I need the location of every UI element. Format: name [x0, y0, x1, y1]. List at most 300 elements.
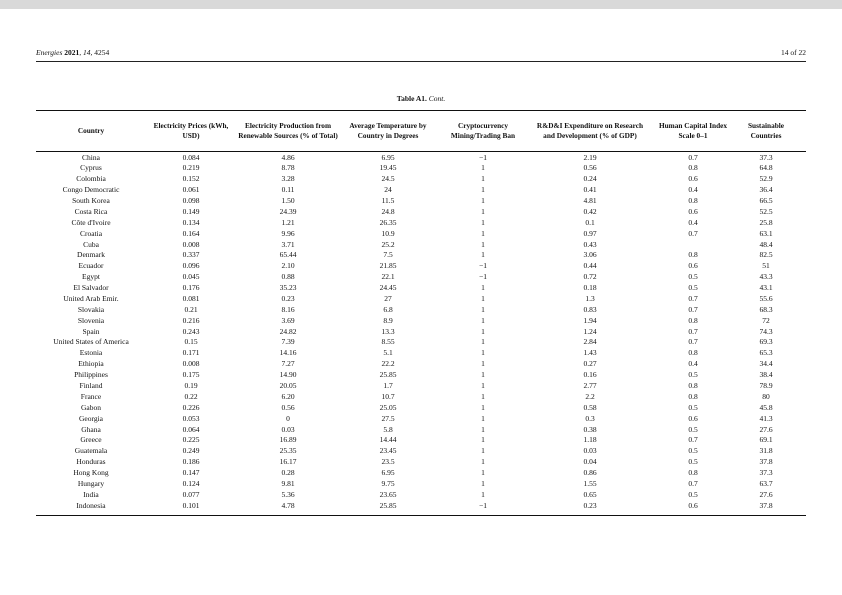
- cell-country: Guatemala: [74, 446, 108, 456]
- cell-average-temperature: 25.85: [379, 500, 397, 510]
- table-row: [36, 370, 806, 381]
- cell-renewable-production: 7.39: [281, 337, 295, 347]
- cell-country: Greece: [80, 435, 102, 445]
- cell-country: Ghana: [81, 424, 101, 434]
- cell-country: Cyprus: [80, 163, 102, 173]
- cell-human-capital-index: 0.6: [688, 174, 698, 184]
- cell-average-temperature: 22.1: [381, 272, 395, 282]
- cell-electricity-prices: 0.124: [182, 478, 200, 488]
- cell-rd-expenditure: 0.44: [583, 261, 597, 271]
- cell-country: United States of America: [53, 337, 129, 347]
- table-row: [36, 283, 806, 294]
- cell-rd-expenditure: 0.86: [583, 468, 597, 478]
- cell-average-temperature: 6.8: [383, 304, 393, 314]
- cell-rd-expenditure: 0.3: [585, 413, 595, 423]
- cell-electricity-prices: 0.134: [182, 217, 200, 227]
- cell-average-temperature: 24.5: [381, 174, 395, 184]
- cell-human-capital-index: 0.5: [688, 272, 698, 282]
- cell-renewable-production: 9.96: [281, 228, 295, 238]
- cell-electricity-prices: 0.249: [182, 446, 200, 456]
- cell-renewable-production: 20.05: [279, 380, 297, 390]
- cell-average-temperature: 22.2: [381, 359, 395, 369]
- journal-name: Energies: [36, 48, 63, 57]
- cell-electricity-prices: 0.164: [182, 228, 200, 238]
- cell-average-temperature: 14.44: [379, 435, 397, 445]
- cell-crypto-ban: −1: [479, 261, 487, 271]
- cell-electricity-prices: 0.19: [184, 380, 198, 390]
- table-row: [36, 174, 806, 185]
- cell-sustainable-countries: 74.3: [759, 326, 773, 336]
- cell-human-capital-index: 0.6: [688, 500, 698, 510]
- table-row: [36, 261, 806, 272]
- table-row: [36, 163, 806, 174]
- viewer-top-bar: [0, 0, 842, 9]
- cell-human-capital-index: 0.4: [688, 217, 698, 227]
- cell-renewable-production: 6.20: [281, 391, 295, 401]
- cell-renewable-production: 24.82: [279, 326, 297, 336]
- cell-human-capital-index: 0.8: [688, 196, 698, 206]
- cell-crypto-ban: 1: [481, 348, 485, 358]
- cell-electricity-prices: 0.186: [182, 457, 200, 467]
- cell-renewable-production: 0.03: [281, 424, 295, 434]
- col-header-country: Country: [77, 126, 105, 135]
- cell-human-capital-index: 0.4: [688, 359, 698, 369]
- cell-country: Ecuador: [78, 261, 104, 271]
- cell-sustainable-countries: 82.5: [759, 250, 773, 260]
- cell-country: Slovakia: [77, 304, 105, 314]
- cell-rd-expenditure: 0.16: [583, 370, 597, 380]
- cell-country: Honduras: [76, 457, 106, 467]
- cell-country: Cuba: [83, 239, 99, 249]
- cell-crypto-ban: −1: [479, 500, 487, 510]
- cell-rd-expenditure: 0.04: [583, 457, 597, 467]
- cell-human-capital-index: 0.8: [688, 250, 698, 260]
- cell-human-capital-index: 0.5: [688, 424, 698, 434]
- cell-rd-expenditure: 0.03: [583, 446, 597, 456]
- cell-rd-expenditure: 0.65: [583, 489, 597, 499]
- cell-electricity-prices: 0.064: [182, 424, 200, 434]
- col-header-sustainable-countries: Sustainable Countries: [747, 121, 785, 140]
- cell-country: Hungary: [77, 478, 105, 488]
- cell-renewable-production: 1.50: [281, 196, 295, 206]
- table-row: [36, 392, 806, 403]
- cell-electricity-prices: 0.101: [182, 500, 200, 510]
- cell-country: France: [80, 391, 102, 401]
- table-row: [36, 435, 806, 446]
- cell-average-temperature: 27: [384, 293, 392, 303]
- cell-renewable-production: 8.78: [281, 163, 295, 173]
- cell-crypto-ban: 1: [481, 402, 485, 412]
- cell-crypto-ban: 1: [481, 250, 485, 260]
- cell-sustainable-countries: 36.4: [759, 185, 773, 195]
- cell-crypto-ban: 1: [481, 283, 485, 293]
- cell-rd-expenditure: 1.18: [583, 435, 597, 445]
- cell-human-capital-index: 0.8: [688, 348, 698, 358]
- cell-renewable-production: 14.16: [279, 348, 297, 358]
- cell-rd-expenditure: 0.43: [583, 239, 597, 249]
- cell-human-capital-index: 0.8: [688, 391, 698, 401]
- cell-renewable-production: 2.10: [281, 261, 295, 271]
- cell-sustainable-countries: 66.5: [759, 196, 773, 206]
- cell-human-capital-index: 0.5: [688, 489, 698, 499]
- cell-electricity-prices: 0.045: [182, 272, 200, 282]
- cell-rd-expenditure: 0.23: [583, 500, 597, 510]
- cell-electricity-prices: 0.243: [182, 326, 200, 336]
- cell-electricity-prices: 0.096: [182, 261, 200, 271]
- cell-average-temperature: 13.3: [381, 326, 395, 336]
- cell-rd-expenditure: 0.58: [583, 402, 597, 412]
- cell-renewable-production: 4.78: [281, 500, 295, 510]
- table-row: [36, 446, 806, 457]
- col-header-electricity-prices: Electricity Prices (kWh, USD): [153, 121, 229, 140]
- table-label: Table A1.: [396, 94, 427, 103]
- cell-average-temperature: 1.7: [383, 380, 393, 390]
- table-bottom-rule: [36, 515, 806, 516]
- cell-country: Egypt: [82, 272, 100, 282]
- cell-electricity-prices: 0.171: [182, 348, 200, 358]
- cell-sustainable-countries: 37.3: [759, 468, 773, 478]
- cell-sustainable-countries: 27.6: [759, 424, 773, 434]
- cell-country: Finland: [79, 380, 103, 390]
- cell-rd-expenditure: 0.56: [583, 163, 597, 173]
- cell-electricity-prices: 0.176: [182, 283, 200, 293]
- cell-sustainable-countries: 48.4: [759, 239, 773, 249]
- cell-rd-expenditure: 1.3: [585, 293, 595, 303]
- cell-country: Slovenia: [77, 315, 105, 325]
- cell-average-temperature: 25.85: [379, 370, 397, 380]
- cell-electricity-prices: 0.152: [182, 174, 200, 184]
- cell-electricity-prices: 0.008: [182, 359, 200, 369]
- cell-renewable-production: 8.16: [281, 304, 295, 314]
- cell-country: Costa Rica: [74, 206, 108, 216]
- cell-average-temperature: 6.95: [381, 152, 395, 162]
- cell-rd-expenditure: 0.1: [585, 217, 595, 227]
- cell-average-temperature: 10.9: [381, 228, 395, 238]
- table-row: [36, 501, 806, 512]
- cell-crypto-ban: 1: [481, 359, 485, 369]
- cell-sustainable-countries: 63.7: [759, 478, 773, 488]
- cell-renewable-production: 0.11: [281, 185, 295, 195]
- cell-rd-expenditure: 0.38: [583, 424, 597, 434]
- table-row: [36, 250, 806, 261]
- cell-human-capital-index: 0.7: [688, 435, 698, 445]
- cell-crypto-ban: 1: [481, 293, 485, 303]
- cell-renewable-production: 1.21: [281, 217, 295, 227]
- cell-human-capital-index: 0.8: [688, 468, 698, 478]
- cell-average-temperature: 6.95: [381, 468, 395, 478]
- cell-country: China: [82, 152, 100, 162]
- table-row: [36, 337, 806, 348]
- table-row: [36, 457, 806, 468]
- cell-sustainable-countries: 37.8: [759, 500, 773, 510]
- cell-sustainable-countries: 51: [762, 261, 770, 271]
- cell-rd-expenditure: 1.55: [583, 478, 597, 488]
- cell-average-temperature: 21.85: [379, 261, 397, 271]
- cell-electricity-prices: 0.225: [182, 435, 200, 445]
- cell-crypto-ban: 1: [481, 446, 485, 456]
- cell-rd-expenditure: 2.84: [583, 337, 597, 347]
- cell-rd-expenditure: 2.2: [585, 391, 595, 401]
- cell-rd-expenditure: 4.81: [583, 196, 597, 206]
- table-row: [36, 348, 806, 359]
- table-row: [36, 196, 806, 207]
- cell-human-capital-index: 0.6: [688, 413, 698, 423]
- table-row: [36, 359, 806, 370]
- cell-renewable-production: 35.23: [279, 283, 297, 293]
- cell-renewable-production: 0.88: [281, 272, 295, 282]
- col-header-crypto-ban: Cryptocurrency Mining/Trading Ban: [450, 121, 516, 140]
- cell-rd-expenditure: 3.06: [583, 250, 597, 260]
- cell-renewable-production: 7.27: [281, 359, 295, 369]
- cell-electricity-prices: 0.22: [184, 391, 198, 401]
- cell-renewable-production: 65.44: [279, 250, 297, 260]
- cell-electricity-prices: 0.053: [182, 413, 200, 423]
- cell-country: Spain: [82, 326, 100, 336]
- cell-sustainable-countries: 43.1: [759, 283, 773, 293]
- cell-human-capital-index: 0.8: [688, 315, 698, 325]
- cell-human-capital-index: 0.8: [688, 163, 698, 173]
- cell-sustainable-countries: 63.1: [759, 228, 773, 238]
- cell-country: Estonia: [79, 348, 103, 358]
- cell-country: Ethiopia: [78, 359, 104, 369]
- table-row: [36, 381, 806, 392]
- cell-human-capital-index: 0.7: [688, 293, 698, 303]
- cell-country: Philippines: [74, 370, 108, 380]
- cell-electricity-prices: 0.098: [182, 196, 200, 206]
- cell-country: South Korea: [72, 196, 110, 206]
- cell-sustainable-countries: 72: [762, 315, 770, 325]
- cell-crypto-ban: 1: [481, 304, 485, 314]
- cell-human-capital-index: 0.5: [688, 402, 698, 412]
- cell-country: Gabon: [81, 402, 101, 412]
- cell-rd-expenditure: 0.42: [583, 206, 597, 216]
- page-number: 14 of 22: [781, 48, 806, 57]
- cell-crypto-ban: 1: [481, 380, 485, 390]
- cell-renewable-production: 5.36: [281, 489, 295, 499]
- table-row: [36, 479, 806, 490]
- cell-crypto-ban: −1: [479, 152, 487, 162]
- cell-crypto-ban: 1: [481, 163, 485, 173]
- cell-crypto-ban: 1: [481, 206, 485, 216]
- cell-sustainable-countries: 41.3: [759, 413, 773, 423]
- cell-sustainable-countries: 34.4: [759, 359, 773, 369]
- cell-electricity-prices: 0.061: [182, 185, 200, 195]
- cell-average-temperature: 19.45: [379, 163, 397, 173]
- cell-sustainable-countries: 78.9: [759, 380, 773, 390]
- cell-crypto-ban: 1: [481, 174, 485, 184]
- cell-rd-expenditure: 2.77: [583, 380, 597, 390]
- cell-country: Indonesia: [76, 500, 106, 510]
- cell-human-capital-index: 0.6: [688, 206, 698, 216]
- cell-sustainable-countries: 69.3: [759, 337, 773, 347]
- cell-average-temperature: 5.1: [383, 348, 393, 358]
- cell-crypto-ban: −1: [479, 272, 487, 282]
- cell-average-temperature: 9.75: [381, 478, 395, 488]
- cell-renewable-production: 0.23: [281, 293, 295, 303]
- cell-average-temperature: 24.8: [381, 206, 395, 216]
- cell-sustainable-countries: 52.9: [759, 174, 773, 184]
- cell-electricity-prices: 0.149: [182, 206, 200, 216]
- col-header-human-capital-index: Human Capital Index Scale 0–1: [658, 121, 728, 140]
- cell-average-temperature: 5.8: [383, 424, 393, 434]
- page-header: [36, 48, 806, 62]
- table-row: [36, 468, 806, 479]
- cell-crypto-ban: 1: [481, 435, 485, 445]
- cell-crypto-ban: 1: [481, 217, 485, 227]
- cell-crypto-ban: 1: [481, 326, 485, 336]
- cell-average-temperature: 23.45: [379, 446, 397, 456]
- cell-average-temperature: 11.5: [381, 196, 395, 206]
- cell-crypto-ban: 1: [481, 370, 485, 380]
- table-row: [36, 425, 806, 436]
- cell-renewable-production: 14.90: [279, 370, 297, 380]
- cell-renewable-production: 3.71: [281, 239, 295, 249]
- cell-renewable-production: 16.89: [279, 435, 297, 445]
- cell-crypto-ban: 1: [481, 196, 485, 206]
- cell-electricity-prices: 0.226: [182, 402, 200, 412]
- cell-crypto-ban: 1: [481, 239, 485, 249]
- col-header-rd-expenditure: R&D&I Expenditure on Research and Development (% of GDP): [536, 121, 644, 140]
- cell-renewable-production: 3.28: [281, 174, 295, 184]
- table-row: [36, 316, 806, 327]
- cell-sustainable-countries: 80: [762, 391, 770, 401]
- cell-country: Georgia: [78, 413, 104, 423]
- cell-electricity-prices: 0.008: [182, 239, 200, 249]
- table-row: [36, 153, 806, 164]
- table-row: [36, 207, 806, 218]
- cell-human-capital-index: 0.7: [688, 228, 698, 238]
- cell-electricity-prices: 0.21: [184, 304, 198, 314]
- cell-human-capital-index: 0.8: [688, 380, 698, 390]
- cell-electricity-prices: 0.081: [182, 293, 200, 303]
- table-row: [36, 414, 806, 425]
- cell-rd-expenditure: 0.97: [583, 228, 597, 238]
- cell-rd-expenditure: 1.43: [583, 348, 597, 358]
- cell-rd-expenditure: 0.41: [583, 185, 597, 195]
- cell-sustainable-countries: 64.8: [759, 163, 773, 173]
- cell-human-capital-index: 0.5: [688, 283, 698, 293]
- cell-sustainable-countries: 68.3: [759, 304, 773, 314]
- cell-human-capital-index: 0.5: [688, 370, 698, 380]
- cell-crypto-ban: 1: [481, 185, 485, 195]
- table-continued: Cont.: [428, 94, 446, 103]
- cell-sustainable-countries: 38.4: [759, 370, 773, 380]
- cell-sustainable-countries: 45.8: [759, 402, 773, 412]
- cell-country: United Arab Emir.: [63, 293, 119, 303]
- cell-crypto-ban: 1: [481, 337, 485, 347]
- table-row: [36, 272, 806, 283]
- cell-renewable-production: 4.86: [281, 152, 295, 162]
- cell-electricity-prices: 0.337: [182, 250, 200, 260]
- table-top-rule: [36, 110, 806, 111]
- cell-rd-expenditure: 1.94: [583, 315, 597, 325]
- cell-rd-expenditure: 0.18: [583, 283, 597, 293]
- cell-human-capital-index: 0.5: [688, 457, 698, 467]
- table-row: [36, 185, 806, 196]
- cell-rd-expenditure: 0.72: [583, 272, 597, 282]
- cell-electricity-prices: 0.219: [182, 163, 200, 173]
- cell-renewable-production: 9.81: [281, 478, 295, 488]
- table-row: [36, 294, 806, 305]
- cell-average-temperature: 23.65: [379, 489, 397, 499]
- cell-country: Croatia: [79, 228, 103, 238]
- cell-average-temperature: 8.55: [381, 337, 395, 347]
- cell-sustainable-countries: 55.6: [759, 293, 773, 303]
- cell-renewable-production: 16.17: [279, 457, 297, 467]
- cell-average-temperature: 27.5: [381, 413, 395, 423]
- cell-sustainable-countries: 52.5: [759, 206, 773, 216]
- col-header-renewable-production: Electricity Production from Renewable Sources (% of Total): [238, 121, 338, 140]
- cell-sustainable-countries: 25.8: [759, 217, 773, 227]
- cell-crypto-ban: 1: [481, 478, 485, 488]
- cell-average-temperature: 25.05: [379, 402, 397, 412]
- cell-country: Colombia: [76, 174, 106, 184]
- cell-human-capital-index: 0.6: [688, 261, 698, 271]
- cell-electricity-prices: 0.15: [184, 337, 198, 347]
- cell-crypto-ban: 1: [481, 468, 485, 478]
- cell-average-temperature: 8.9: [383, 315, 393, 325]
- cell-country: Hong Kong: [73, 468, 109, 478]
- cell-average-temperature: 23.5: [381, 457, 395, 467]
- cell-electricity-prices: 0.216: [182, 315, 200, 325]
- cell-electricity-prices: 0.147: [182, 468, 200, 478]
- cell-human-capital-index: 0.5: [688, 446, 698, 456]
- cell-country: El Salvador: [73, 283, 109, 293]
- cell-sustainable-countries: 43.3: [759, 272, 773, 282]
- cell-rd-expenditure: 0.83: [583, 304, 597, 314]
- cell-electricity-prices: 0.077: [182, 489, 200, 499]
- cell-crypto-ban: 1: [481, 457, 485, 467]
- table-row: [36, 229, 806, 240]
- cell-human-capital-index: 0.7: [688, 304, 698, 314]
- journal-year: 2021: [64, 48, 80, 57]
- cell-country: Congo Democratic: [62, 185, 120, 195]
- cell-renewable-production: 3.69: [281, 315, 295, 325]
- cell-average-temperature: 7.5: [383, 250, 393, 260]
- cell-renewable-production: 0: [286, 413, 290, 423]
- col-header-average-temperature: Average Temperature by Country in Degrees: [349, 121, 427, 140]
- cell-average-temperature: 25.2: [381, 239, 395, 249]
- cell-rd-expenditure: 2.19: [583, 152, 597, 162]
- cell-sustainable-countries: 37.3: [759, 152, 773, 162]
- cell-rd-expenditure: 0.24: [583, 174, 597, 184]
- cell-sustainable-countries: 37.8: [759, 457, 773, 467]
- table-row: [36, 218, 806, 229]
- cell-electricity-prices: 0.175: [182, 370, 200, 380]
- cell-rd-expenditure: 1.24: [583, 326, 597, 336]
- cell-crypto-ban: 1: [481, 228, 485, 238]
- journal-citation: Energies 2021, 14, 4254: [36, 48, 110, 57]
- journal-volume: 14: [83, 48, 91, 57]
- cell-country: Denmark: [77, 250, 105, 260]
- cell-crypto-ban: 1: [481, 413, 485, 423]
- cell-country: Côte d'Ivoire: [71, 217, 111, 227]
- cell-renewable-production: 24.39: [279, 206, 297, 216]
- cell-country: India: [83, 489, 99, 499]
- cell-sustainable-countries: 31.8: [759, 446, 773, 456]
- table-caption: [36, 94, 806, 103]
- cell-human-capital-index: 0.7: [688, 326, 698, 336]
- cell-renewable-production: 0.56: [281, 402, 295, 412]
- cell-human-capital-index: 0.7: [688, 337, 698, 347]
- cell-human-capital-index: 0.7: [688, 152, 698, 162]
- cell-rd-expenditure: 0.27: [583, 359, 597, 369]
- cell-renewable-production: 25.35: [279, 446, 297, 456]
- table-row: [36, 327, 806, 338]
- table-row: [36, 403, 806, 414]
- cell-average-temperature: 26.35: [379, 217, 397, 227]
- cell-electricity-prices: 0.084: [182, 152, 200, 162]
